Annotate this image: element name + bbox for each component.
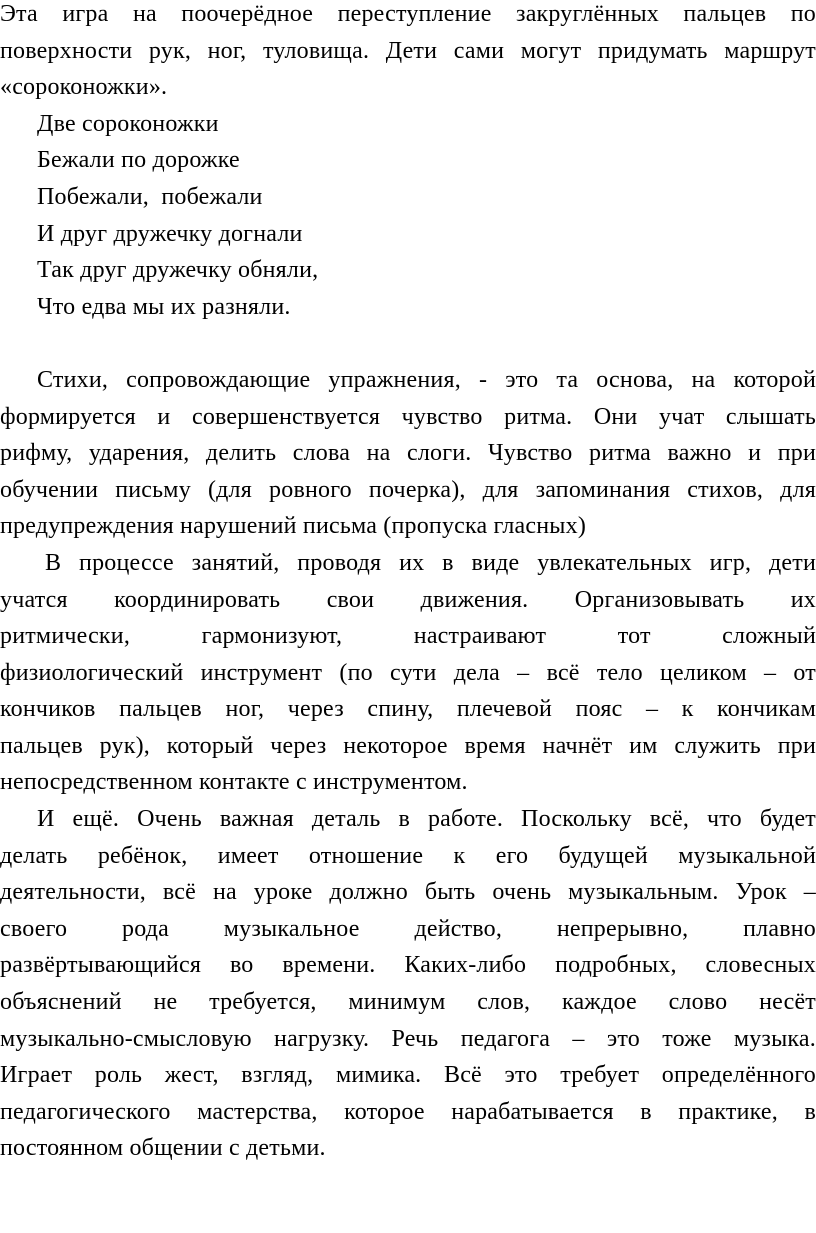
text-line: формируется и совершенствуется чувство ритма. Они учат слышать <box>0 403 816 430</box>
text-line: ритмически, гармонизуют, настраивают тот сложный <box>0 623 816 650</box>
text-line: постоянном общении с детьми. <box>0 1135 326 1162</box>
verse-line: И друг дружечку догнали <box>37 220 303 247</box>
text-line: обучении письму (для ровного почерка), для запоминания стихов, для <box>0 476 816 503</box>
verse-line: Что едва мы их разняли. <box>37 293 291 320</box>
text-line: «сороконожки». <box>0 74 168 101</box>
text-line: делать ребёнок, имеет отношение к его будущей музыкальной <box>0 842 816 869</box>
verse-line: Побежали, побежали <box>37 183 263 210</box>
verse-line: Бежали по дорожке <box>37 147 240 174</box>
text-line: Эта игра на поочерёдное переступление закруглённых пальцев по <box>0 1 816 27</box>
text-line: предупреждения нарушений письма (пропуска гласных) <box>0 513 587 540</box>
text-line: кончиков пальцев ног, через спину, плечевой пояс – к кончикам <box>0 696 816 723</box>
text-line: поверхности рук, ног, туловища. Дети сами могут придумать маршрут <box>0 37 816 64</box>
text-line: деятельности, всё на уроке должно быть очень музыкальным. Урок – <box>0 879 816 906</box>
text-line: Стихи, сопровождающие упражнения, - это та основа, на которой <box>37 366 816 393</box>
text-line: В процессе занятий, проводя их в виде увлекательных игр, дети <box>45 549 816 576</box>
text-line: развёртывающийся во времени. Каких-либо подробных, словесных <box>0 952 816 979</box>
text-line: учатся координировать свои движения. Организовывать их <box>0 586 816 613</box>
text-line: музыкально-смысловую нагрузку. Речь педагога – это тоже музыка. <box>0 1025 816 1052</box>
verse-line: Так друг дружечку обняли, <box>37 257 319 284</box>
blank-line <box>0 325 816 362</box>
text-line: пальцев рук), который через некоторое время начнёт им служить при <box>0 732 816 759</box>
text-line: Играет роль жест, взгляд, мимика. Всё это требует определённого <box>0 1062 816 1089</box>
text-line: физиологический инструмент (по сути дела – всё тело целиком – от <box>0 659 816 686</box>
text-line: непосредственном контакте с инструментом. <box>0 769 468 796</box>
text-line: своего рода музыкальное действо, непрерывно, плавно <box>0 915 816 942</box>
text-line: педагогического мастерства, которое нарабатывается в практике, в <box>0 1098 816 1125</box>
text-line: И ещё. Очень важная деталь в работе. Поскольку всё, что будет <box>37 806 816 833</box>
text-line: рифму, ударения, делить слова на слоги. Чувство ритма важно и при <box>0 440 816 467</box>
verse-line: Две сороконожки <box>37 110 219 137</box>
text-line: объяснений не требуется, минимум слов, каждое слово несёт <box>0 989 816 1016</box>
